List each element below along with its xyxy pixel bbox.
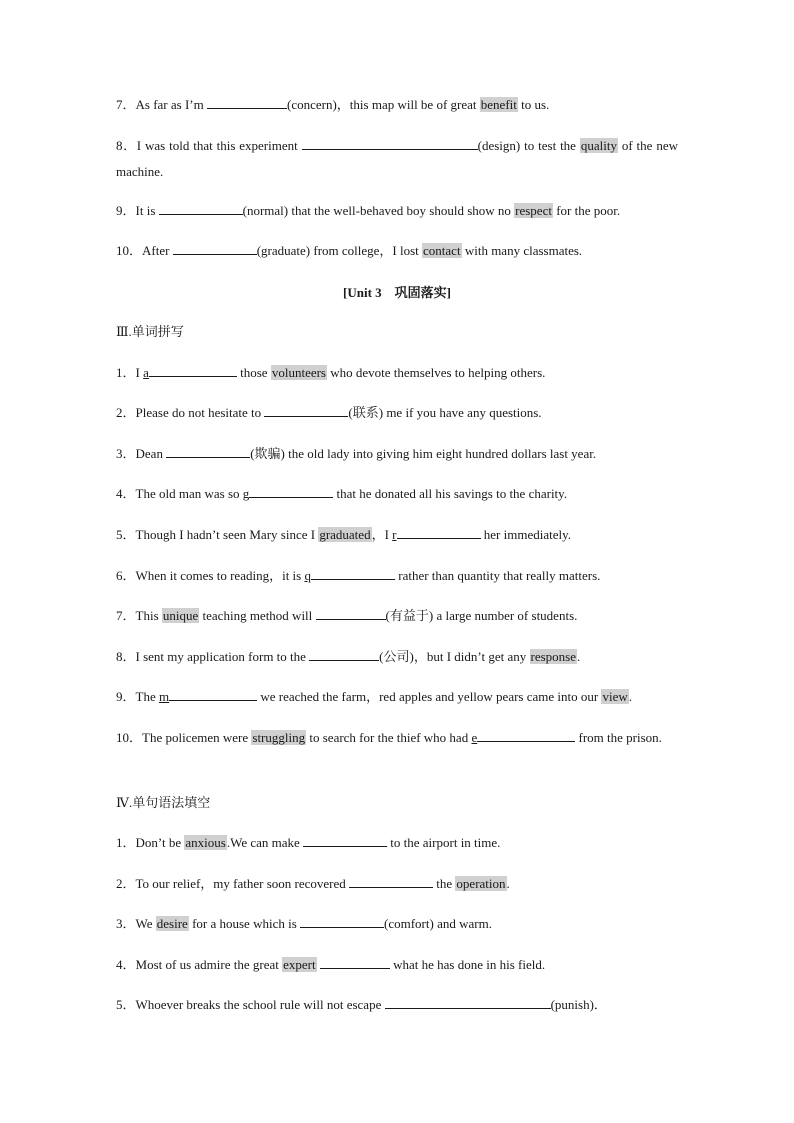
grammar-item-4: 4．Most of us admire the great expert what he has done in his field. xyxy=(116,957,546,972)
first-letter: e xyxy=(471,730,478,745)
highlighted-word: response xyxy=(530,649,576,664)
highlighted-word: struggling xyxy=(252,730,306,745)
spelling-item-10: 10．The policemen were struggling to search for the thief who had e from the prison. xyxy=(116,730,662,745)
highlighted-word: graduated xyxy=(319,527,371,542)
grammar-item-3: 3．We desire for a house which is (comfort) and warm. xyxy=(116,916,492,931)
highlighted-word: unique xyxy=(162,608,199,623)
grammar-item-5: 5．Whoever breaks the school rule will not escape (punish)． xyxy=(116,997,607,1012)
first-letter: a xyxy=(143,365,149,380)
answer-blank[interactable] xyxy=(149,363,237,377)
first-letter: q xyxy=(304,568,311,583)
answer-blank[interactable] xyxy=(316,606,386,620)
grammar-item-1: 1．Don’t be anxious.We can make to the airport in time. xyxy=(116,835,501,850)
highlighted-word: quality xyxy=(580,138,617,153)
answer-blank[interactable] xyxy=(385,995,551,1009)
spelling-item-9: 9．The m we reached the farm，red apples and yellow pears came into our view. xyxy=(116,689,632,704)
section-title-spelling: Ⅲ.单词拼写 xyxy=(116,324,184,339)
answer-blank[interactable] xyxy=(249,484,333,498)
highlighted-word: contact xyxy=(423,243,461,258)
unit-heading: [Unit 3 巩固落实] xyxy=(343,285,451,300)
answer-blank[interactable] xyxy=(311,566,395,580)
answer-blank[interactable] xyxy=(166,444,250,458)
answer-blank[interactable] xyxy=(302,136,478,150)
top-sentence-10: 10．After (graduate) from college，I lost contact with many classmates. xyxy=(116,243,583,258)
highlighted-word: volunteers xyxy=(271,365,326,380)
answer-blank[interactable] xyxy=(320,955,390,969)
highlighted-word: respect xyxy=(515,203,552,218)
first-letter: g xyxy=(242,486,250,501)
answer-blank[interactable] xyxy=(349,874,433,888)
top-sentence-9: 9．It is (normal) that the well-behaved boy should show no respect for the poor. xyxy=(116,203,621,218)
answer-blank[interactable] xyxy=(303,833,387,847)
section-title-grammar: Ⅳ.单句语法填空 xyxy=(116,795,211,810)
answer-blank[interactable] xyxy=(264,403,348,417)
spelling-item-3: 3．Dean (欺骗) the old lady into giving him eight hundred dollars last year. xyxy=(116,446,597,461)
answer-blank[interactable] xyxy=(169,687,257,701)
spelling-item-6: 6．When it comes to reading，it is q rather than quantity that really matters. xyxy=(116,568,601,583)
highlighted-word: desire xyxy=(156,916,188,931)
spelling-item-8: 8．I sent my application form to the (公司)，but I didn’t get any response. xyxy=(116,649,581,664)
spelling-item-2: 2．Please do not hesitate to (联系) me if you have any questions. xyxy=(116,405,542,420)
highlighted-word: expert xyxy=(283,957,316,972)
answer-blank[interactable] xyxy=(159,201,243,215)
highlighted-word: operation xyxy=(456,876,506,891)
spelling-item-7: 7．This unique teaching method will (有益于) a large number of students. xyxy=(116,608,578,623)
answer-blank[interactable] xyxy=(397,525,481,539)
first-letter: m xyxy=(158,689,170,704)
highlighted-word: benefit xyxy=(480,97,517,112)
spelling-item-5: 5．Though I hadn’t seen Mary since I graduated，I r her immediately. xyxy=(116,527,572,542)
answer-blank[interactable] xyxy=(300,914,384,928)
top-sentence-8: 8．I was told that this experiment (design) to test the quality of the new machine. xyxy=(116,138,678,179)
answer-blank[interactable] xyxy=(477,728,575,742)
highlighted-word: view xyxy=(602,689,628,704)
answer-blank[interactable] xyxy=(173,241,257,255)
answer-blank[interactable] xyxy=(309,647,379,661)
spelling-item-4: 4．The old man was so g that he donated all his savings to the charity. xyxy=(116,486,568,501)
first-letter: r xyxy=(392,527,397,542)
answer-blank[interactable] xyxy=(207,95,287,109)
grammar-item-2: 2．To our relief，my father soon recovered the operation. xyxy=(116,876,510,891)
highlighted-word: anxious xyxy=(185,835,226,850)
top-sentence-7: 7．As far as I’m (concern)，this map will be of great benefit to us. xyxy=(116,97,550,112)
spelling-item-1: 1．I a those volunteers who devote themselves to helping others. xyxy=(116,365,546,380)
